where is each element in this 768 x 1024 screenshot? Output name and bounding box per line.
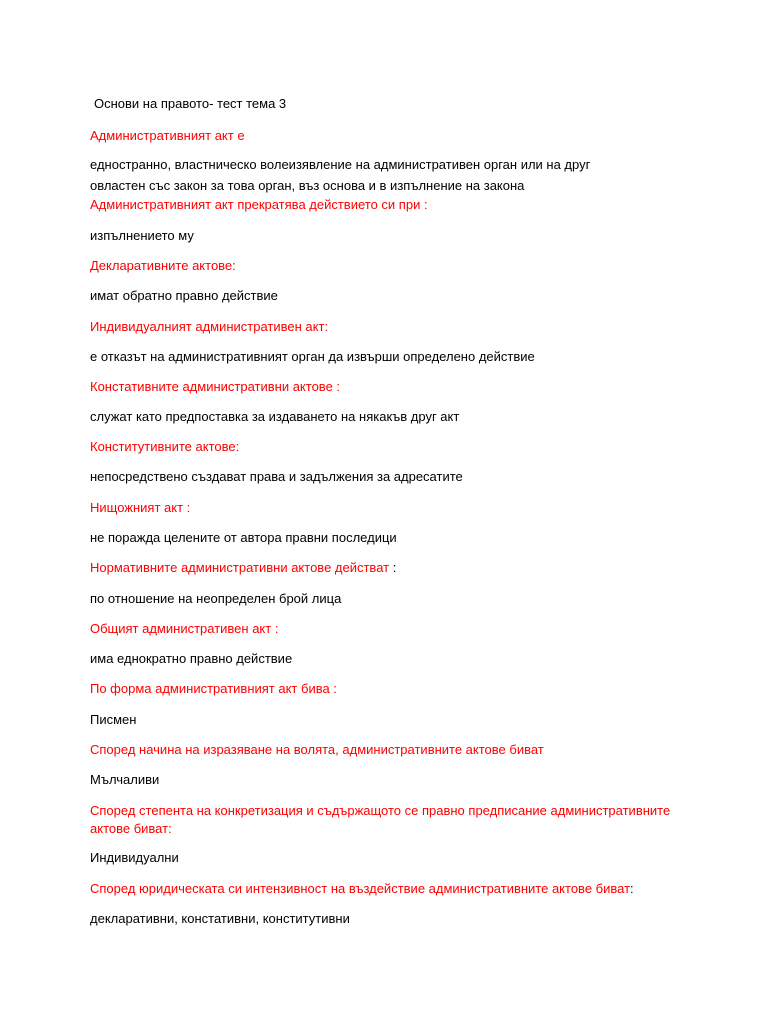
question-8-text: Нормативните административни актове действат	[90, 560, 390, 575]
question-13-text: Според юридическата си интензивност на въздействие административните актове биват	[90, 881, 631, 896]
question-4: Индивидуалният административен акт:	[90, 319, 329, 334]
question-13-colon: :	[630, 881, 634, 896]
question-11: Според начина на изразяване на волята, административните актове биват	[90, 742, 544, 757]
question-10: По форма административният акт бива :	[90, 681, 337, 696]
question-3: Декларативните актове:	[90, 258, 236, 273]
answer-8: по отношение на неопределен брой лица	[90, 591, 342, 606]
question-8	[90, 559, 396, 576]
answer-13: декларативни, констативни, конститутивни	[90, 911, 350, 926]
answer-7: не поражда целените от автора правни последици	[90, 530, 397, 545]
question-13	[90, 880, 634, 897]
answer-2: изпълнението му	[90, 228, 194, 243]
answer-5: служат като предпоставка за издаването на някакъв друг акт	[90, 409, 460, 424]
question-6: Конститутивните актове:	[90, 439, 240, 454]
question-12-line-2: актове биват:	[90, 821, 172, 836]
question-1: Административният акт е	[90, 128, 245, 143]
question-12-line-1: Според степента на конкретизация и съдържащото се правно предписание административните	[90, 803, 671, 818]
question-5: Констативните административни актове :	[90, 379, 341, 394]
document-title: Основи на правото- тест тема 3	[94, 96, 287, 111]
answer-3: имат обратно правно действие	[90, 288, 278, 303]
answer-10: Писмен	[90, 712, 137, 727]
question-2: Административният акт прекратява действието си при :	[90, 197, 428, 212]
answer-4: е отказът на административният орган да извърши определено действие	[90, 349, 535, 364]
answer-1-line-1: едностранно, властническо волеизявление на административен орган или на друг	[90, 157, 591, 172]
answer-9: има еднократно правно действие	[90, 651, 293, 666]
answer-6: непосредствено създават права и задължения за адресатите	[90, 469, 463, 484]
question-7: Нищожният акт :	[90, 500, 191, 515]
answer-12: Индивидуални	[90, 850, 179, 865]
answer-11: Мълчаливи	[90, 772, 160, 787]
question-8-colon: :	[389, 560, 397, 575]
answer-1-line-2: овластен със закон за това орган, въз основа и в изпълнение на закона	[90, 178, 525, 193]
question-9: Общият административен акт :	[90, 621, 279, 636]
